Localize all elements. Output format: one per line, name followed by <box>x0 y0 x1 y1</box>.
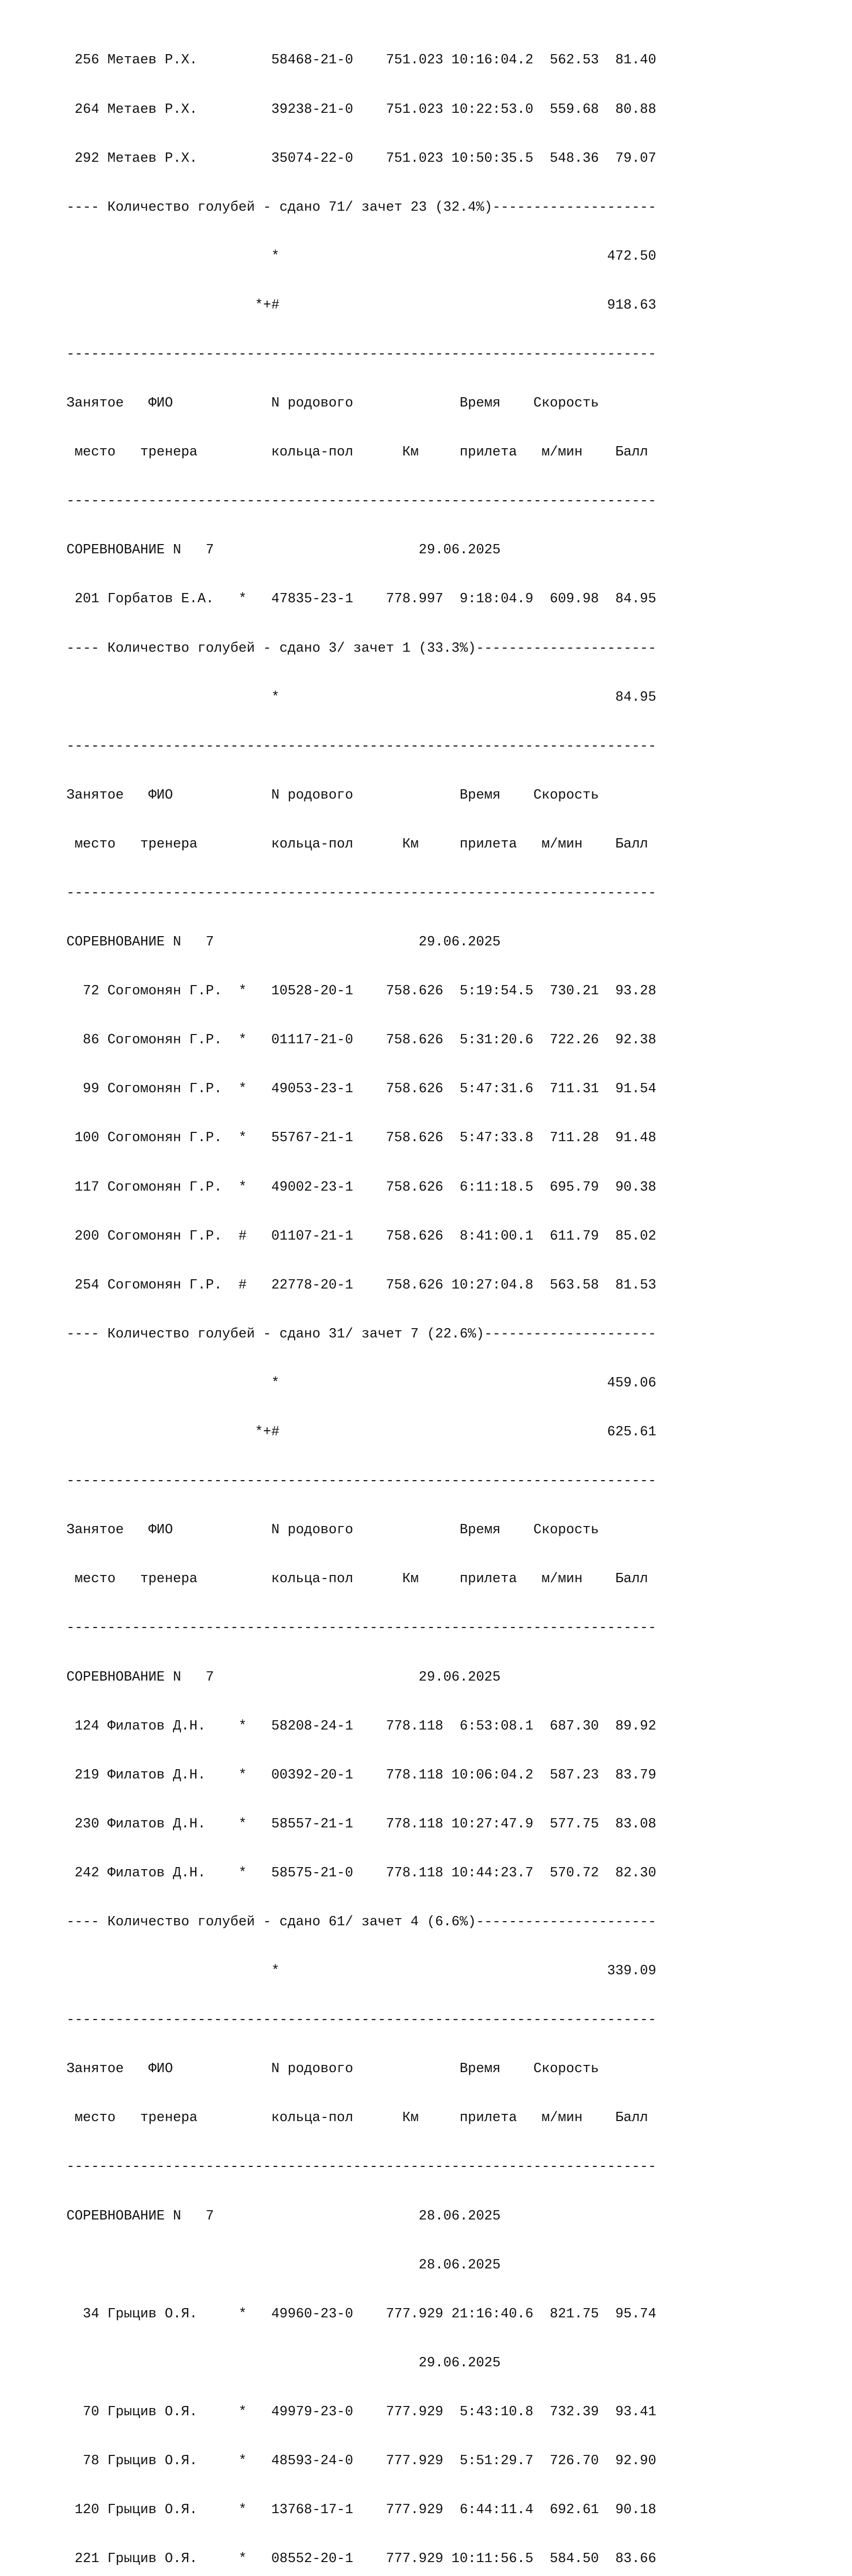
date-line: 28.06.2025 <box>66 2257 501 2273</box>
separator: ------------------------------------------------------------------------ <box>66 493 656 509</box>
total-line: * 472.50 <box>66 248 656 264</box>
separator: ------------------------------------------------------------------------ <box>66 1473 656 1489</box>
report-line: 86 Согомонян Г.Р. * 01117-21-0 758.626 5:31:20.6 722.26 92.38 <box>66 1032 656 1048</box>
report-line: 200 Согомонян Г.Р. # 01107-21-1 758.626 8:41:00.1 611.79 85.02 <box>66 1228 656 1244</box>
report-line: 292 Метаев Р.Х. 35074-22-0 751.023 10:50:35.5 548.36 79.07 <box>66 150 656 166</box>
separator: ------------------------------------------------------------------------ <box>66 2159 656 2175</box>
total-line: * 459.06 <box>66 1375 656 1391</box>
report-line: 70 Грыцив О.Я. * 49979-23-0 777.929 5:43:10.8 732.39 93.41 <box>66 2403 656 2419</box>
column-header: Занятое ФИО N родового Время Скорость <box>66 787 599 803</box>
report-line: 221 Грыцив О.Я. * 08552-20-1 777.929 10:11:56.5 584.50 83.66 <box>66 2551 656 2567</box>
report-printout <box>66 20 656 2576</box>
report-line: 230 Филатов Д.Н. * 58557-21-1 778.118 10:27:47.9 577.75 83.08 <box>66 1816 656 1832</box>
separator: ------------------------------------------------------------------------ <box>66 885 656 901</box>
competition-header: СОРЕВНОВАНИЕ N 7 28.06.2025 <box>66 2208 501 2224</box>
separator: ------------------------------------------------------------------------ <box>66 346 656 362</box>
report-line: 78 Грыцив О.Я. * 48593-24-0 777.929 5:51:29.7 726.70 92.90 <box>66 2453 656 2468</box>
report-line: 264 Метаев Р.Х. 39238-21-0 751.023 10:22:53.0 559.68 80.88 <box>66 101 656 117</box>
summary-line: ---- Количество голубей - сдано 71/ зачет 23 (32.4%)-------------------- <box>66 199 656 215</box>
column-header: Занятое ФИО N родового Время Скорость <box>66 395 599 411</box>
report-line: 99 Согомонян Г.Р. * 49053-23-1 758.626 5:47:31.6 711.31 91.54 <box>66 1081 656 1097</box>
separator: ------------------------------------------------------------------------ <box>66 2012 656 2028</box>
total-line: * 84.95 <box>66 689 656 705</box>
date-line: 29.06.2025 <box>66 2354 501 2370</box>
summary-line: ---- Количество голубей - сдано 61/ зачет 4 (6.6%)---------------------- <box>66 1913 656 1929</box>
column-header: место тренера кольца-пол Км прилета м/мин Балл <box>66 1571 649 1587</box>
report-line: 34 Грыцив О.Я. * 49960-23-0 777.929 21:16:40.6 821.75 95.74 <box>66 2306 656 2321</box>
report-line: 72 Согомонян Г.Р. * 10528-20-1 758.626 5:19:54.5 730.21 93.28 <box>66 983 656 999</box>
total-line: *+# 625.61 <box>66 1424 656 1440</box>
report-line: 256 Метаев Р.Х. 58468-21-0 751.023 10:16:04.2 562.53 81.40 <box>66 52 656 68</box>
summary-line: ---- Количество голубей - сдано 3/ зачет 1 (33.3%)---------------------- <box>66 640 656 656</box>
report-line: 124 Филатов Д.Н. * 58208-24-1 778.118 6:53:08.1 687.30 89.92 <box>66 1718 656 1734</box>
separator: ------------------------------------------------------------------------ <box>66 1620 656 1636</box>
column-header: место тренера кольца-пол Км прилета м/мин Балл <box>66 2110 649 2126</box>
column-header: место тренера кольца-пол Км прилета м/мин Балл <box>66 836 649 852</box>
column-header: Занятое ФИО N родового Время Скорость <box>66 2061 599 2077</box>
total-line: * 339.09 <box>66 1963 656 1979</box>
competition-header: СОРЕВНОВАНИЕ N 7 29.06.2025 <box>66 934 501 950</box>
report-line: 201 Горбатов Е.А. * 47835-23-1 778.997 9:18:04.9 609.98 84.95 <box>66 591 656 607</box>
summary-line: ---- Количество голубей - сдано 31/ зачет 7 (22.6%)--------------------- <box>66 1326 656 1342</box>
report-line: 219 Филатов Д.Н. * 00392-20-1 778.118 10:06:04.2 587.23 83.79 <box>66 1767 656 1783</box>
report-line: 117 Согомонян Г.Р. * 49002-23-1 758.626 6:11:18.5 695.79 90.38 <box>66 1179 656 1195</box>
competition-header: СОРЕВНОВАНИЕ N 7 29.06.2025 <box>66 1669 501 1685</box>
competition-header: СОРЕВНОВАНИЕ N 7 29.06.2025 <box>66 542 501 558</box>
separator: ------------------------------------------------------------------------ <box>66 738 656 754</box>
column-header: место тренера кольца-пол Км прилета м/мин Балл <box>66 444 649 460</box>
report-line: 120 Грыцив О.Я. * 13768-17-1 777.929 6:44:11.4 692.61 90.18 <box>66 2502 656 2518</box>
column-header: Занятое ФИО N родового Время Скорость <box>66 1522 599 1538</box>
report-line: 242 Филатов Д.Н. * 58575-21-0 778.118 10:44:23.7 570.72 82.30 <box>66 1865 656 1880</box>
total-line: *+# 918.63 <box>66 297 656 313</box>
report-line: 100 Согомонян Г.Р. * 55767-21-1 758.626 5:47:33.8 711.28 91.48 <box>66 1130 656 1146</box>
report-line: 254 Согомонян Г.Р. # 22778-20-1 758.626 10:27:04.8 563.58 81.53 <box>66 1277 656 1293</box>
